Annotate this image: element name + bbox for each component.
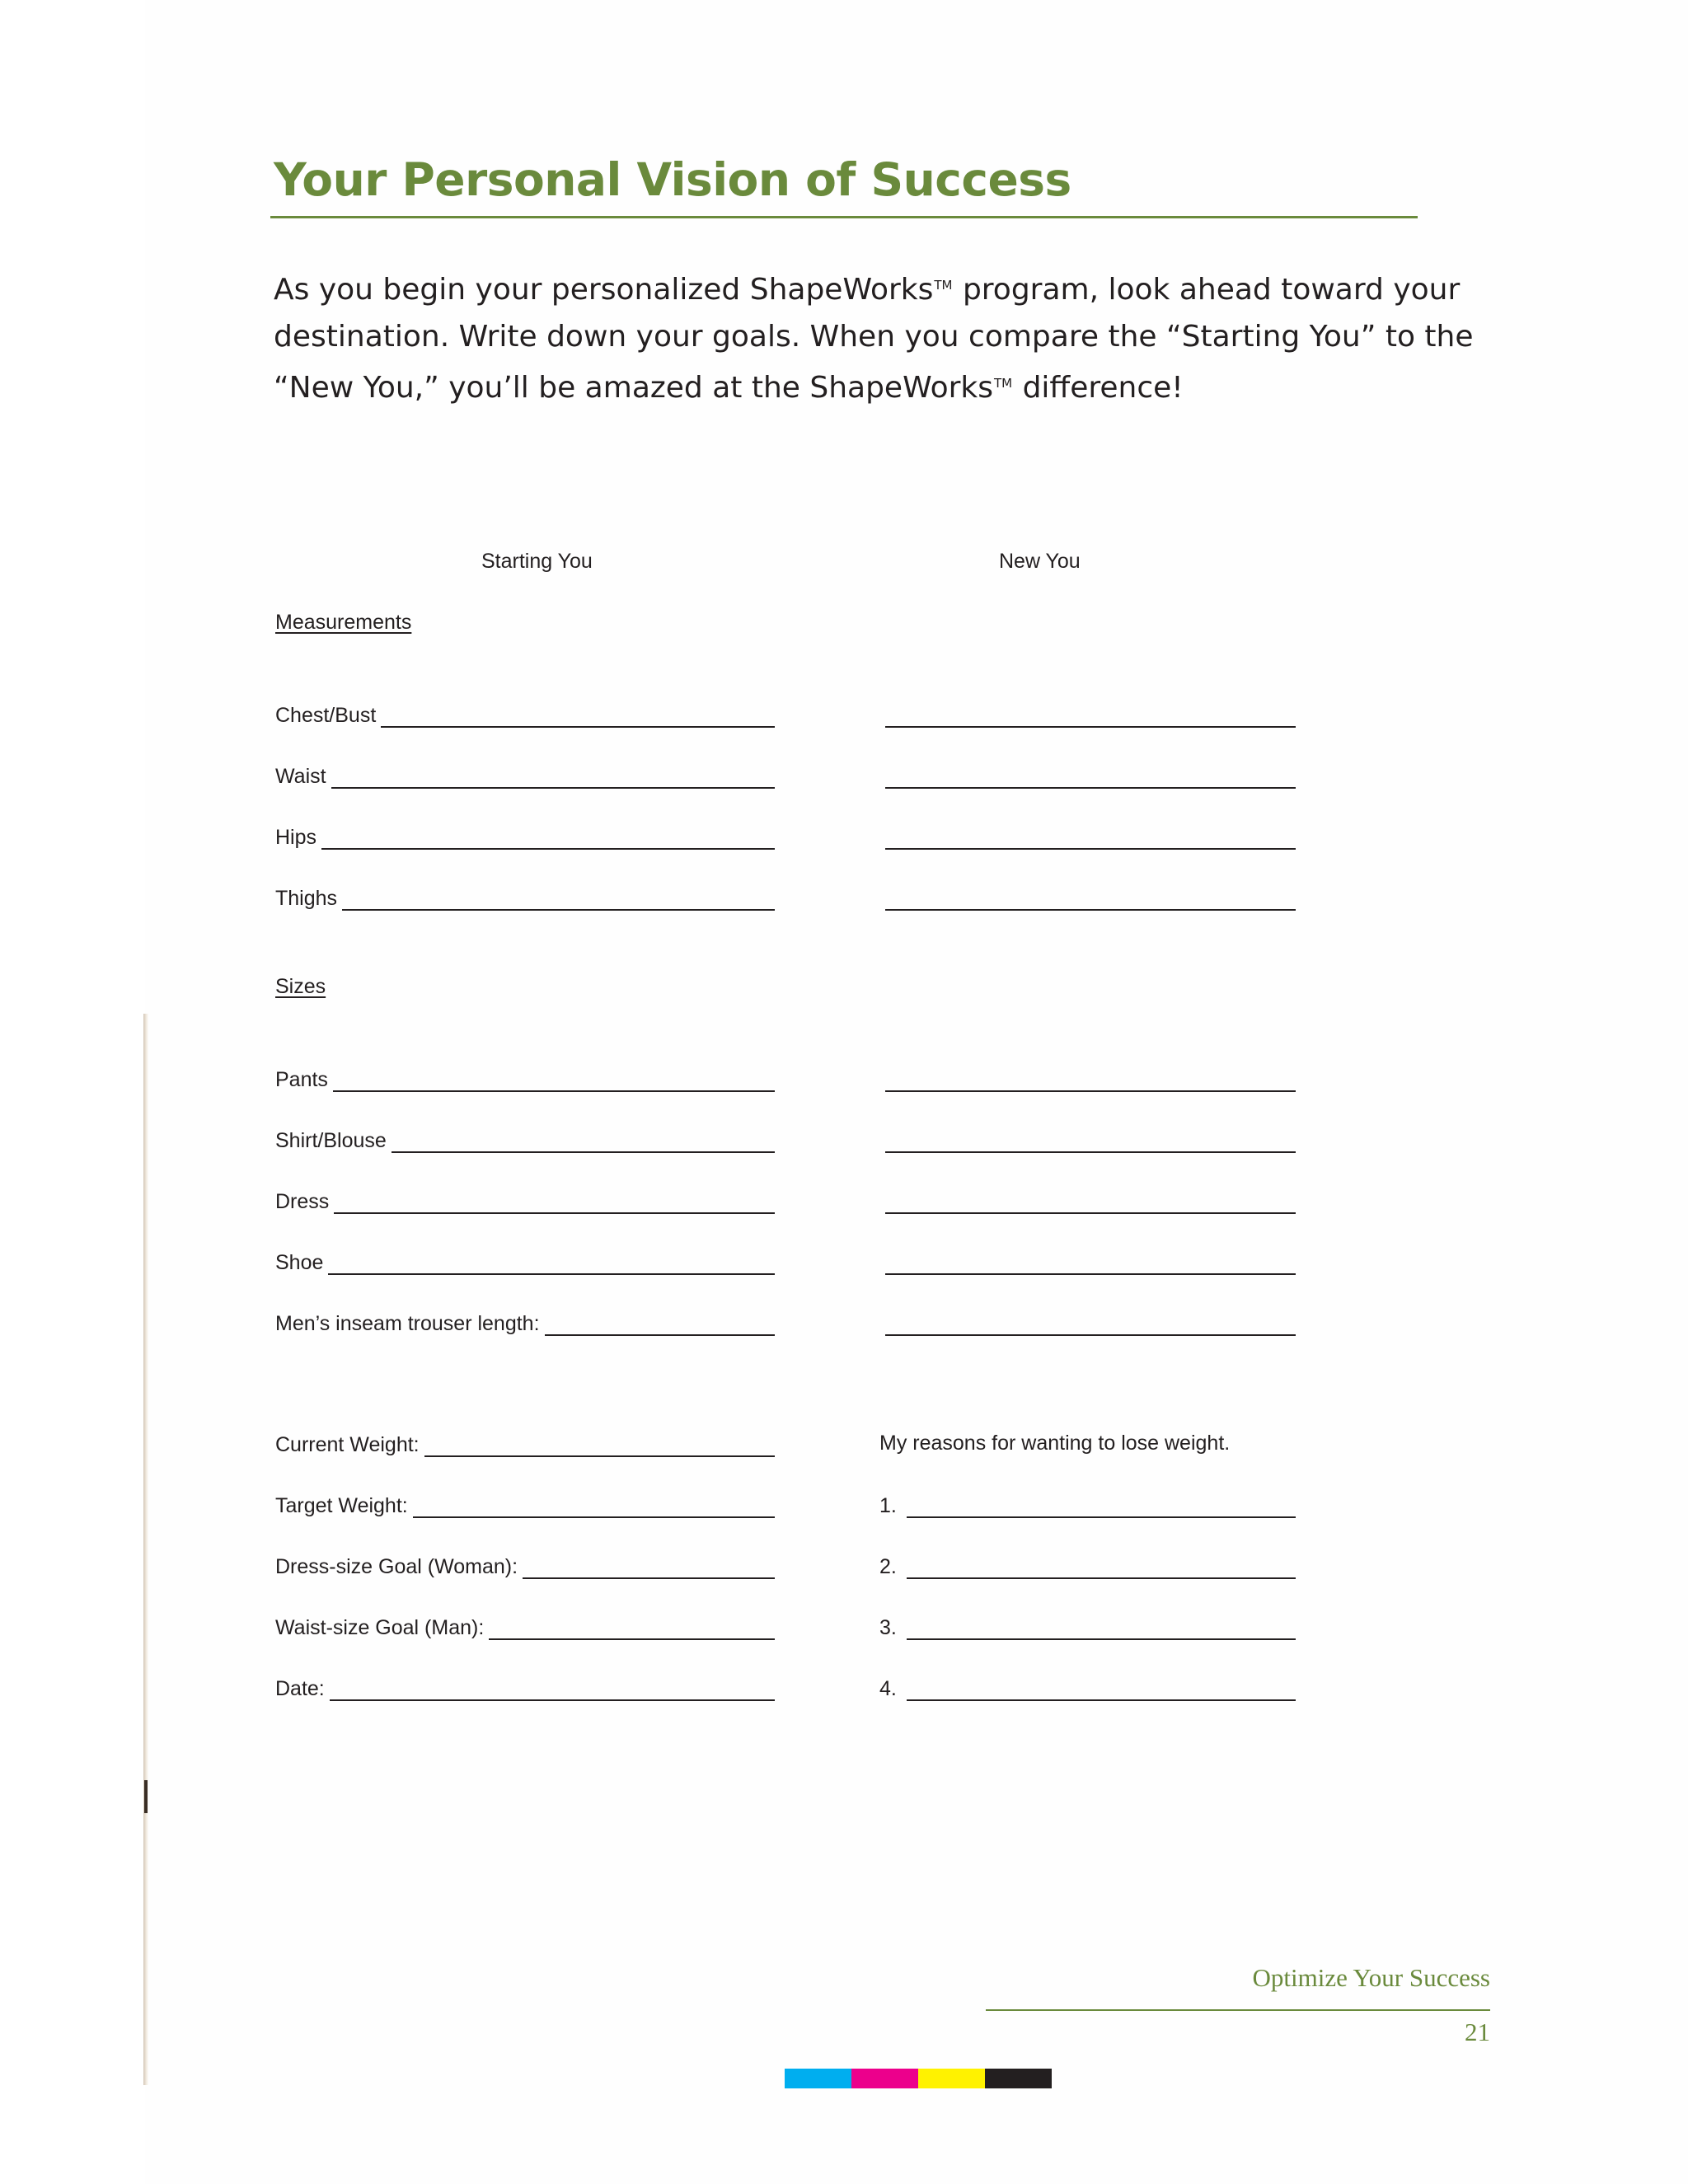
magenta-swatch: [851, 2069, 918, 2088]
new-value-blank-hips[interactable]: [885, 848, 1296, 850]
new-value-blank-shoe[interactable]: [885, 1273, 1296, 1275]
reason-row-1[interactable]: [879, 1485, 1296, 1518]
measurement-row-hips[interactable]: [275, 817, 775, 850]
goal-row-current-weight[interactable]: [275, 1424, 775, 1457]
page-title: Your Personal Vision of Success: [274, 153, 1071, 206]
reason-row-2[interactable]: [879, 1546, 1296, 1579]
field-label: Shirt/Blouse: [275, 1129, 387, 1152]
value-blank[interactable]: [523, 1577, 775, 1579]
intro-line-2: destination. Write down your goals. When you compare the “Starting You” to the: [274, 320, 1474, 354]
reason-row-4[interactable]: [879, 1668, 1296, 1701]
value-blank[interactable]: [330, 1699, 775, 1701]
reason-blank[interactable]: [907, 1516, 1296, 1518]
reason-number: 4.: [879, 1677, 897, 1700]
field-label: Pants: [275, 1068, 328, 1091]
new-value-blank-inseam[interactable]: [885, 1334, 1296, 1336]
measurement-row-chest[interactable]: [275, 695, 775, 728]
new-value-blank-waist[interactable]: [885, 787, 1296, 789]
starting-value-blank[interactable]: [342, 909, 775, 911]
starting-value-blank[interactable]: [328, 1273, 775, 1275]
intro-line-1-text-end: program, look ahead toward your: [962, 273, 1461, 307]
starting-value-blank[interactable]: [321, 848, 775, 850]
reason-number: 3.: [879, 1616, 897, 1639]
section-heading-measurements: Measurements: [275, 611, 412, 634]
value-blank[interactable]: [489, 1638, 775, 1640]
size-row-shoe[interactable]: [275, 1242, 775, 1275]
new-value-blank-chest[interactable]: [885, 726, 1296, 728]
intro-line-3-text-end: difference!: [1022, 371, 1184, 405]
starting-value-blank[interactable]: [381, 726, 775, 728]
size-row-pants[interactable]: [275, 1059, 775, 1092]
goal-row-waist-size[interactable]: [275, 1607, 775, 1640]
starting-value-blank[interactable]: [331, 787, 775, 789]
goal-row-date[interactable]: [275, 1668, 775, 1701]
title-divider: [270, 216, 1418, 218]
reason-number: 1.: [879, 1494, 897, 1517]
starting-value-blank[interactable]: [334, 1212, 775, 1214]
new-value-blank-thighs[interactable]: [885, 909, 1296, 911]
page-number: 21: [1465, 2018, 1490, 2046]
starting-value-blank[interactable]: [392, 1151, 775, 1153]
value-blank[interactable]: [424, 1455, 775, 1457]
starting-value-blank[interactable]: [333, 1090, 775, 1092]
print-color-bar: [785, 2069, 1052, 2088]
reasons-heading: My reasons for wanting to lose weight.: [879, 1432, 1231, 1455]
page-edge-mark: [144, 1780, 148, 1813]
intro-line-3-text: “New You,” you’ll be amazed at the ShapeWorks: [274, 371, 993, 405]
field-label: Dress: [275, 1190, 330, 1213]
intro-line-3: [274, 360, 1459, 411]
field-label: Date:: [275, 1677, 325, 1700]
page-edge-shadow: [143, 1014, 148, 2085]
footer-divider: [986, 2009, 1490, 2011]
measurement-row-waist[interactable]: [275, 756, 775, 789]
field-label: Target Weight:: [275, 1494, 408, 1517]
new-value-blank-shirt[interactable]: [885, 1151, 1296, 1153]
new-value-blank-dress[interactable]: [885, 1212, 1296, 1214]
trademark-mark: TM: [934, 278, 953, 293]
size-row-dress[interactable]: [275, 1181, 775, 1214]
intro-line-1-text: As you begin your personalized ShapeWorks: [274, 273, 934, 307]
size-row-shirt[interactable]: [275, 1120, 775, 1153]
intro-paragraph: [274, 262, 1474, 411]
reason-blank[interactable]: [907, 1638, 1296, 1640]
field-label: Dress-size Goal (Woman):: [275, 1555, 518, 1578]
footer-section-title: Optimize Your Success: [1252, 1963, 1490, 1992]
reason-row-3[interactable]: [879, 1607, 1296, 1640]
field-label: Current Weight:: [275, 1433, 420, 1456]
column-heading-starting-you: Starting You: [481, 550, 593, 573]
field-label: Men’s inseam trouser length:: [275, 1312, 540, 1335]
field-label: Hips: [275, 826, 317, 849]
value-blank[interactable]: [413, 1516, 775, 1518]
goal-row-target-weight[interactable]: [275, 1485, 775, 1518]
field-label: Thighs: [275, 887, 338, 910]
black-swatch: [985, 2069, 1052, 2088]
reason-blank[interactable]: [907, 1577, 1296, 1579]
field-label: Waist-size Goal (Man):: [275, 1616, 485, 1639]
field-label: Waist: [275, 765, 326, 788]
goal-row-dress-size[interactable]: [275, 1546, 775, 1579]
intro-line-1: [274, 262, 1459, 313]
starting-value-blank[interactable]: [545, 1334, 775, 1336]
trademark-mark: TM: [994, 376, 1013, 391]
measurement-row-thighs[interactable]: [275, 878, 775, 911]
cyan-swatch: [785, 2069, 851, 2088]
size-row-inseam[interactable]: [275, 1303, 775, 1336]
reason-number: 2.: [879, 1555, 897, 1578]
column-heading-new-you: New You: [999, 550, 1081, 573]
reason-blank[interactable]: [907, 1699, 1296, 1701]
section-heading-sizes: Sizes: [275, 975, 326, 998]
new-value-blank-pants[interactable]: [885, 1090, 1296, 1092]
field-label: Shoe: [275, 1251, 324, 1274]
yellow-swatch: [918, 2069, 985, 2088]
field-label: Chest/Bust: [275, 704, 377, 727]
